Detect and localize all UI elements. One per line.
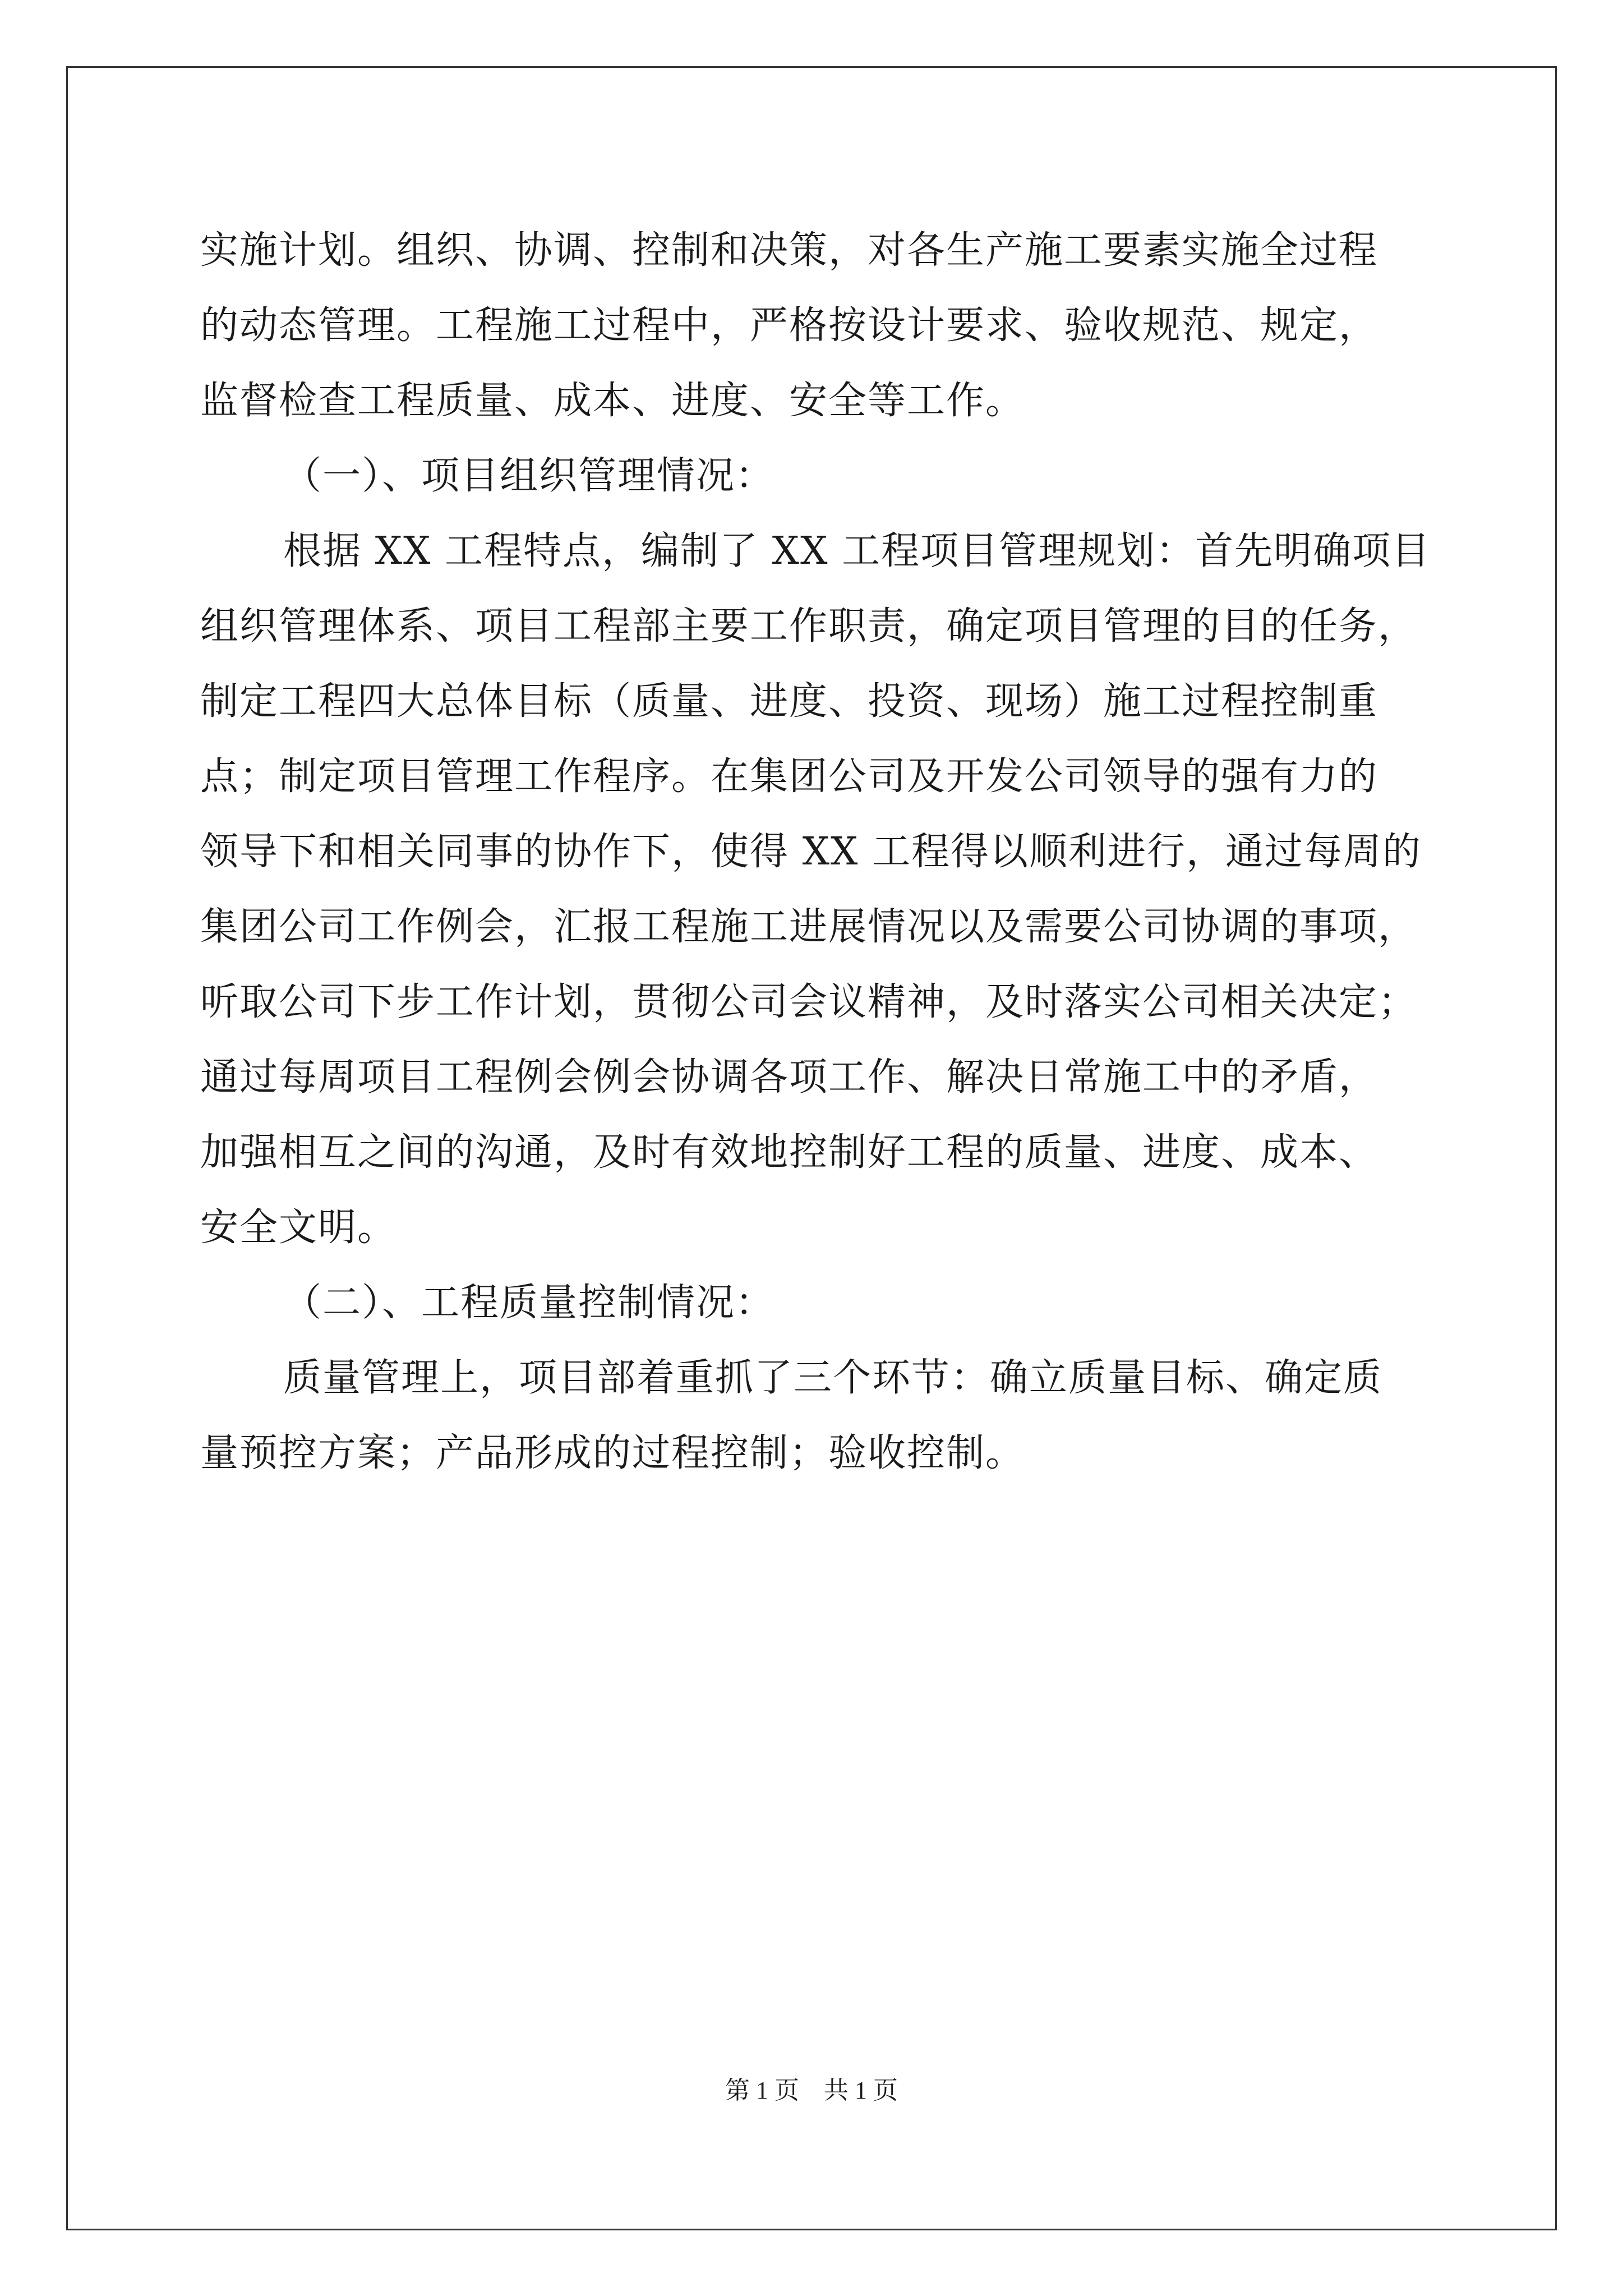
text-line: 的动态管理。工程施工过程中，严格按设计要求、验收规范、规定， [200,303,1378,348]
text-line: 组织管理体系、项目工程部主要工作职责，确定项目管理的目的任务， [200,604,1418,648]
page-number: 第 1 页 共 1 页 [725,2077,898,2104]
text-line: 根据 XX 工程特点，编制了 XX 工程项目管理规划：首先明确项目 [283,529,1431,573]
text-line: 加强相互之间的沟通，及时有效地控制好工程的质量、进度、成本、 [200,1130,1378,1175]
text-line: 制定工程四大总体目标（质量、进度、投资、现场）施工过程控制重 [200,679,1378,724]
text-line: 质量管理上，项目部着重抓了三个环节：确立质量目标、确定质 [283,1356,1383,1400]
text-line: 实施计划。组织、协调、控制和决策，对各生产施工要素实施全过程 [200,228,1378,273]
text-line: 安全文明。 [200,1205,397,1250]
text-line: 量预控方案；产品形成的过程控制；验收控制。 [200,1431,1025,1475]
section-heading: （二）、工程质量控制情况： [283,1281,775,1325]
section-heading: （一）、项目组织管理情况： [283,454,775,498]
text-line: 领导下和相关同事的协作下，使得 XX 工程得以顺利进行，通过每周的 [200,830,1422,874]
text-line: 监督检查工程质量、成本、进度、安全等工作。 [200,379,1025,423]
text-line: 通过每周项目工程例会例会协调各项工作、解决日常施工中的矛盾， [200,1055,1378,1099]
document-body [200,213,1440,1491]
text-line: 集团公司工作例会，汇报工程施工进展情况以及需要公司协调的事项， [200,905,1418,949]
text-line: 点；制定项目管理工作程序。在集团公司及开发公司领导的强有力的 [200,754,1378,799]
text-line: 听取公司下步工作计划，贯彻公司会议精神，及时落实公司相关决定； [200,980,1418,1024]
